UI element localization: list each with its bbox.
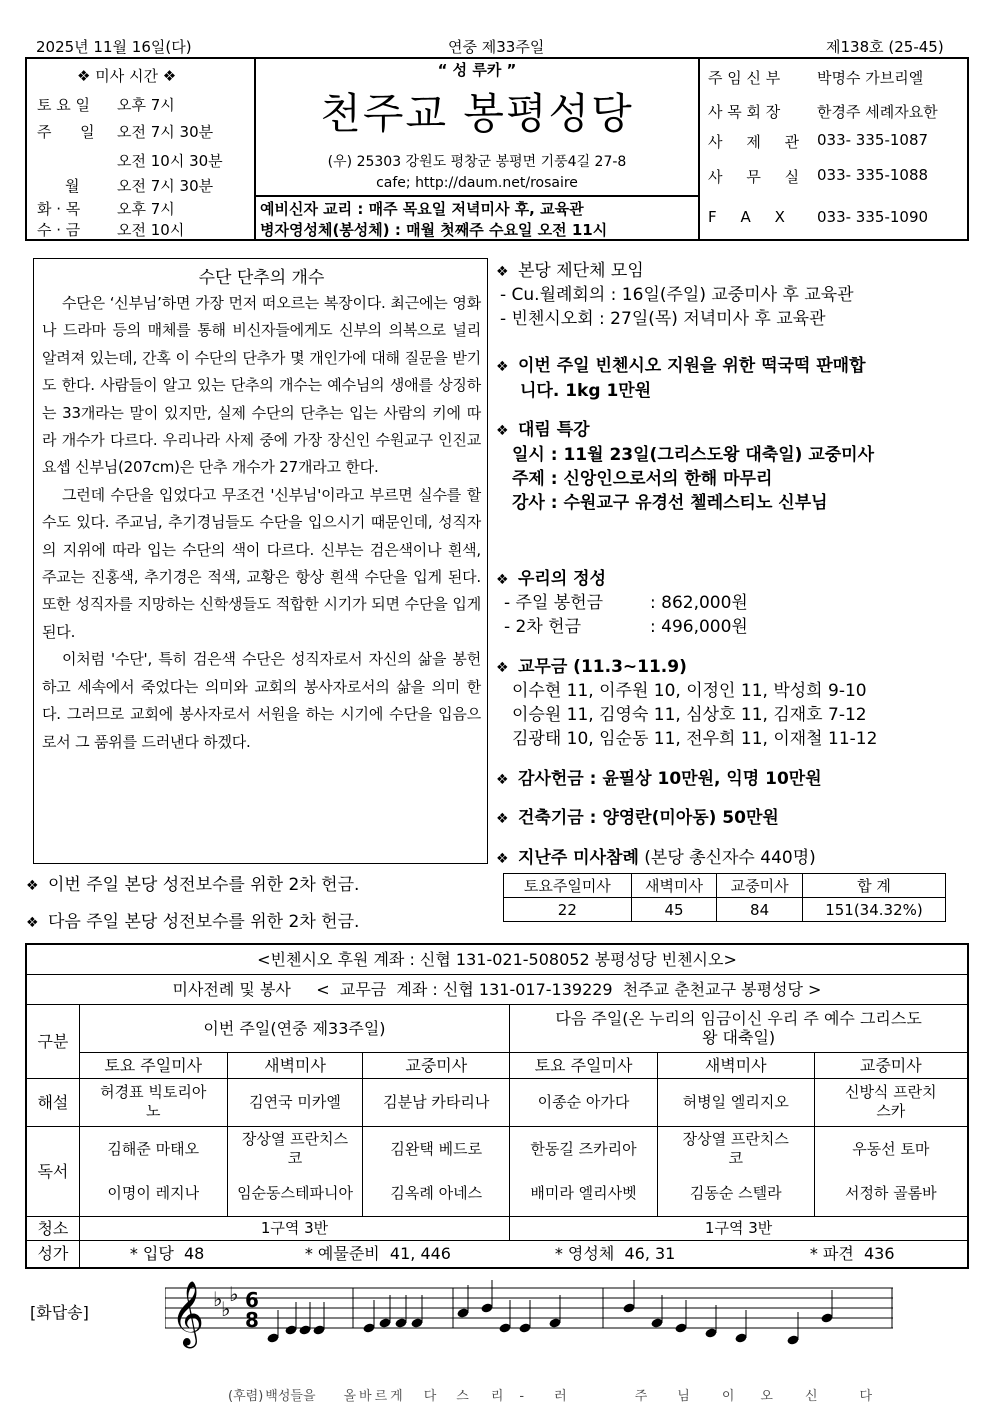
bulletin-header xyxy=(25,57,969,241)
liturgical-week: 연중 제33주일 xyxy=(448,38,545,56)
diamond-icon: ❖ xyxy=(496,423,509,439)
staff-value: 한경주 세례자요한 xyxy=(817,103,938,121)
essay-paragraph: 그런데 수단을 입었다고 무조건 '신부님'이라고 부르면 실수를 할 수도 있다. 주교님, 추기경님들도 수단을 입으시기 때문인데, 성직자의 지위에 따라 입는 수단의 색이 다르다. 신부는 검은색이나 흰색, 주교는 진홍색, 추기경은 적색, 교황은 항상 흰색 수단을 입게 된다. 또한 성직자를 지망하는 신학생들도 적합한 시기가 되면 수단을 입게 된다. xyxy=(42,485,482,641)
cleaning-next-week: 1구역 3반 xyxy=(510,1216,968,1240)
mass-header: 교중미사 xyxy=(363,1052,510,1078)
advent-lecture-speaker: 강사 : 수원교구 유경선 첼레스티노 신부님 xyxy=(512,493,828,513)
staff-value: 033- 335-1088 xyxy=(817,166,929,184)
commentator: 이종순 아가다 xyxy=(510,1078,658,1126)
attendance-cell: 84 xyxy=(717,898,803,922)
hymn-offertory: * 예물준비 41, 446 xyxy=(304,1244,451,1264)
reader-first: 장상열 프란치스코 xyxy=(657,1126,814,1172)
reader-first: 한동길 즈카리아 xyxy=(510,1126,658,1172)
mass-header: 교중미사 xyxy=(814,1052,968,1078)
offering-label: - 2차 헌금 xyxy=(504,617,582,637)
staff-value: 033- 335-1087 xyxy=(817,131,929,149)
flat-icon: ♭ xyxy=(221,1297,231,1321)
mass-row: 오전 10시 30분 xyxy=(117,152,223,170)
reading-label: 독서 xyxy=(26,1126,79,1216)
staff-row: 사 목 회 장 xyxy=(708,103,781,121)
diamond-icon: ❖ xyxy=(26,878,39,894)
staff-value: 박명수 가브리엘 xyxy=(817,69,924,87)
advent-lecture-title: ❖ 대림 특강 xyxy=(496,420,590,440)
advent-lecture-date: 일시 : 11월 23일(그리스도왕 대축일) 교중미사 xyxy=(512,445,874,465)
vincent-account: <빈첸시오 후원 계좌 : 신협 131-021-508052 봉평성당 빈첸시오> xyxy=(26,944,968,974)
advent-lecture-topic: 주제 : 신앙인으로서의 한해 마무리 xyxy=(512,469,773,489)
commentary-label: 해설 xyxy=(26,1078,79,1126)
essay-title: 수단 단추의 개수 xyxy=(198,268,325,288)
mass-times-title: ❖ 미사 시간 ❖ xyxy=(77,67,177,85)
diamond-icon: ❖ xyxy=(496,359,509,375)
mass-header: 토요 주일미사 xyxy=(79,1052,227,1078)
rice-cake-sale: ❖ 이번 주일 빈첸시오 지원을 위한 떡국떡 판매합 xyxy=(496,356,866,376)
reader-second: 서정하 골롬바 xyxy=(814,1172,968,1216)
offering-value: : 862,000원 xyxy=(650,593,748,613)
parish-info-panel xyxy=(256,59,700,239)
offering-label: - 주일 봉헌금 xyxy=(504,593,604,613)
group-meeting-title: ❖ 본당 제단체 모임 xyxy=(496,261,644,281)
mass-row: 월 오전 7시 30분 xyxy=(65,177,214,195)
dues-list: 이승원 11, 김영숙 11, 심상호 11, 김재호 7-12 xyxy=(512,705,867,725)
psalm-lyrics: (후렴) 백성들을 올바르게 다 스 리 - 러 주 님 이 오 신 다 xyxy=(228,1389,873,1403)
staff-row: 주 임 신 부 xyxy=(708,69,781,87)
parish-name: 천주교 봉평성당 xyxy=(320,89,634,138)
attendance-header: 교중미사 xyxy=(717,874,803,898)
attendance-table xyxy=(503,873,946,922)
dues-account: 미사전례 및 봉사 < 교무금 계좌 : 신협 131-017-139229 천주교 춘천교구 봉평성당 > xyxy=(26,974,968,1004)
reader-first: 우동선 토마 xyxy=(814,1126,968,1172)
notice-this-week: ❖ 이번 주일 본당 성전보수를 위한 2차 헌금. xyxy=(26,875,360,895)
attendance-cell: 45 xyxy=(631,898,717,922)
attendance-cell: 151(34.32%) xyxy=(802,898,945,922)
diamond-icon: ❖ xyxy=(26,915,39,931)
hymn-communion: * 영성체 46, 31 xyxy=(554,1244,676,1264)
category-header: 구분 xyxy=(26,1004,79,1078)
reader-first: 김해준 마태오 xyxy=(79,1126,227,1172)
mass-header: 토요 주일미사 xyxy=(510,1052,658,1078)
offering-title: ❖ 우리의 정성 xyxy=(496,569,607,589)
attendance-header: 합 계 xyxy=(802,874,945,898)
dues-title: ❖ 교무금 (11.3~11.9) xyxy=(496,657,687,677)
staff-row: 사 무 실 xyxy=(708,168,800,186)
essay-box xyxy=(33,258,488,864)
commentator: 신방식 프란치스카 xyxy=(814,1078,968,1126)
mass-header: 새벽미사 xyxy=(227,1052,363,1078)
cleaning-this-week: 1구역 3반 xyxy=(79,1216,509,1240)
patron-saint: “ 성 루카 ” xyxy=(437,61,517,79)
group-meeting-item: - 빈첸시오회 : 27일(목) 저녁미사 후 교육관 xyxy=(500,309,826,329)
reader-second: 임순동스테파니아 xyxy=(227,1172,363,1216)
divider xyxy=(256,195,698,197)
diamond-icon: ❖ xyxy=(496,264,509,280)
parish-address: (우) 25303 강원도 평창군 봉평면 기풍4길 27-8 xyxy=(327,154,627,170)
staff-value: 033- 335-1090 xyxy=(817,208,929,226)
staff-lines xyxy=(165,1288,893,1328)
treble-clef-icon: 𝄞 xyxy=(171,1281,205,1346)
attendance-cell: 22 xyxy=(504,898,632,922)
reader-second: 김동순 스텔라 xyxy=(657,1172,814,1216)
commentator: 김분남 카타리나 xyxy=(363,1078,510,1126)
diamond-icon: ❖ xyxy=(496,851,509,867)
psalm-music-staff xyxy=(165,1278,893,1373)
commentator: 허병일 엘리지오 xyxy=(657,1078,814,1126)
next-week-header: 다음 주일(온 누리의 임금이신 우리 주 예수 그리스도왕 대축일) xyxy=(510,1004,968,1052)
psalm-label: [화답송] xyxy=(30,1303,89,1322)
notice-next-week: ❖ 다음 주일 본당 성전보수를 위한 2차 헌금. xyxy=(26,912,360,932)
thanks-offering: ❖ 감사헌금 : 윤필상 10만원, 익명 10만원 xyxy=(496,769,822,789)
time-signature-bottom: 8 xyxy=(245,1308,259,1332)
building-fund: ❖ 건축기금 : 양영란(미아동) 50만원 xyxy=(496,808,779,828)
catechumen-notice: 예비신자 교리 : 매주 목요일 저녁미사 후, 교육관 xyxy=(260,200,584,218)
issue-date: 2025년 11월 16일(다) xyxy=(36,38,192,56)
flat-icon: ♭ xyxy=(213,1287,223,1311)
staff-row: F A X xyxy=(708,208,785,226)
staff-row: 사 제 관 xyxy=(708,133,800,151)
psalm-notes xyxy=(266,1280,833,1346)
mass-row: 토 요 일 오후 7시 xyxy=(37,96,175,114)
liturgy-roster-table xyxy=(25,943,969,1269)
parish-cafe-link[interactable]: cafe; http://daum.net/rosaire xyxy=(376,175,578,191)
reader-first: 장상열 프란치스코 xyxy=(227,1126,363,1172)
sick-communion-notice: 병자영성체(봉성체) : 매월 첫째주 수요일 오전 11시 xyxy=(260,221,608,239)
diamond-icon: ❖ xyxy=(496,811,509,827)
hymn-entrance: * 입당 48 xyxy=(129,1244,205,1264)
reader-second: 배미라 엘리사벳 xyxy=(510,1172,658,1216)
essay-paragraph: 수단은 ‘신부님’하면 가장 먼저 떠오르는 복장이다. 최근에는 영화나 드라마 등의 매체를 통해 비신자들에게도 신부의 의복으로 널리 알려져 있는데, 간혹 이 수단의 단추가 몇 개인가에 대해 질문을 받기도 한다. 사람들이 알고 있는 단추의 개수는 예수님의 생애를 상징하는 33개라는 말이 있지만, 실제 수단의 단추는 입는 사람의 키에 따라 개수가 다르다. 우리나라 사제 중에 가장 장신인 수원교구 인진교 요셉 신부님(207cm)은 단추 개수가 27개라고 한다. xyxy=(42,294,481,477)
hymn-label: 성가 xyxy=(26,1240,79,1268)
staff-panel xyxy=(700,59,967,239)
flat-icon: ♭ xyxy=(229,1282,239,1306)
attendance-title: ❖ 지난주 미사참례 (본당 총신자수 440명) xyxy=(496,848,816,868)
reader-first: 김완택 베드로 xyxy=(363,1126,510,1172)
reader-second: 김옥례 아네스 xyxy=(363,1172,510,1216)
diamond-icon: ❖ xyxy=(496,772,509,788)
commentator: 김연국 미카엘 xyxy=(227,1078,363,1126)
hymn-list xyxy=(79,1240,968,1268)
commentator: 허경표 빅토리아노 xyxy=(79,1078,227,1126)
mass-row: 화 · 목 오후 7시 xyxy=(37,200,175,218)
cleaning-label: 청소 xyxy=(26,1216,79,1240)
mass-times-panel xyxy=(27,59,256,239)
hymn-recessional: * 파견 436 xyxy=(809,1244,895,1264)
mass-header: 새벽미사 xyxy=(657,1052,814,1078)
mass-row: 주 일 오전 7시 30분 xyxy=(37,123,214,141)
essay-paragraph: 이처럼 '수단', 특히 검은색 수단은 성직자로서 자신의 삶을 봉헌하고 세속에서 죽었다는 의미와 교회의 봉사자로서의 삶을 의미 한다. 그러므로 교회에 봉사자로서 서원을 하는 시기에 수단을 입음으로서 그 품위를 드러낸다 하겠다. xyxy=(42,650,481,751)
lyric-refrain: (후렴) xyxy=(228,1389,264,1403)
time-signature-top: 6 xyxy=(245,1288,259,1312)
group-meeting-item: - Cu.월례회의 : 16일(주일) 교중미사 후 교육관 xyxy=(500,285,854,305)
diamond-icon: ❖ xyxy=(496,660,509,676)
attendance-header: 새벽미사 xyxy=(631,874,717,898)
dues-list: 이수현 11, 이주원 10, 이정인 11, 박성희 9-10 xyxy=(512,681,867,701)
mass-row: 수 · 금 오전 10시 xyxy=(37,221,185,239)
dues-list: 김광태 10, 임순동 11, 전우희 11, 이재철 11-12 xyxy=(512,729,878,749)
offering-value: : 496,000원 xyxy=(650,617,748,637)
attendance-header: 토요주일미사 xyxy=(504,874,632,898)
rice-cake-sale-cont: 니다. 1kg 1만원 xyxy=(520,381,652,401)
diamond-icon: ❖ xyxy=(496,572,509,588)
issue-number: 제138호 (25-45) xyxy=(826,38,944,56)
reader-second: 이명이 레지나 xyxy=(79,1172,227,1216)
this-week-header: 이번 주일(연중 제33주일) xyxy=(79,1004,509,1052)
